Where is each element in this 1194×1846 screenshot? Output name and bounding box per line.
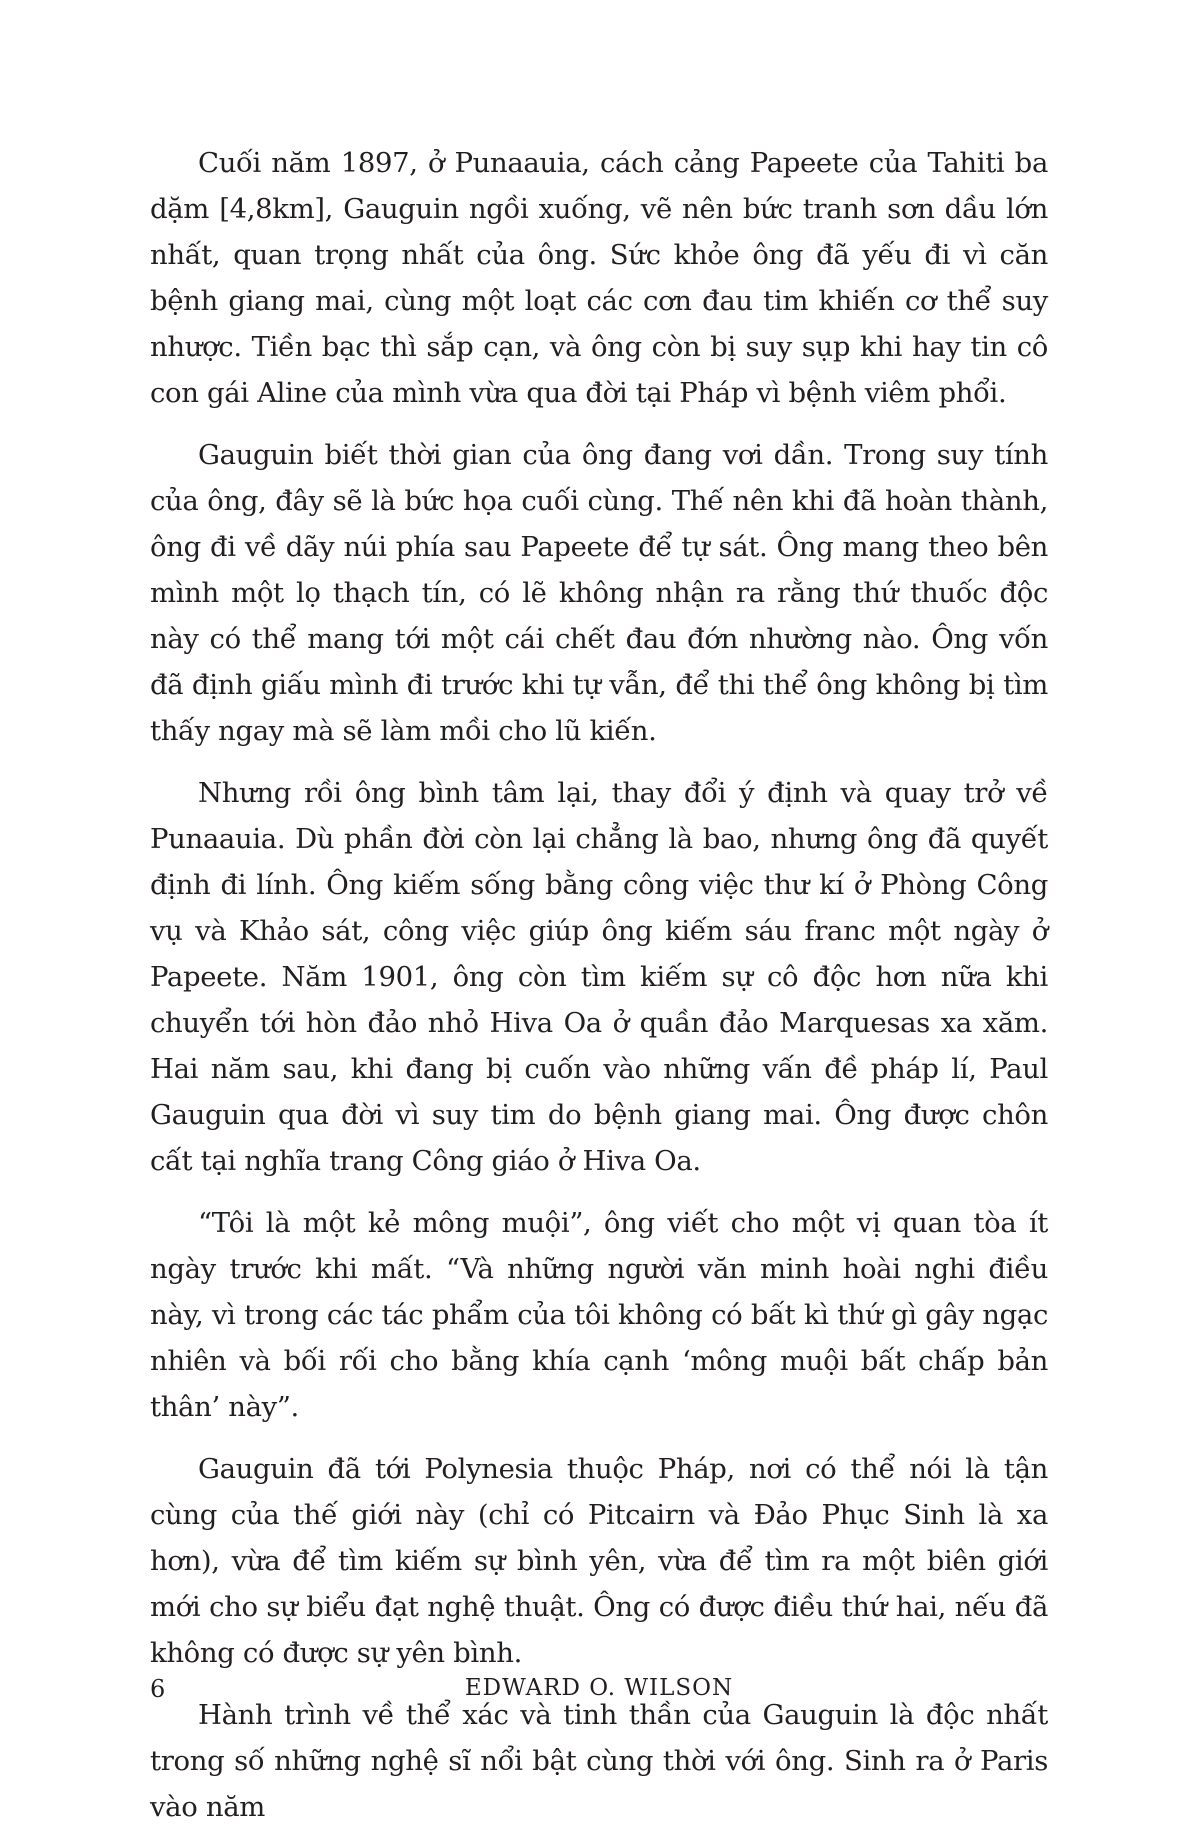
paragraph: Gauguin biết thời gian của ông đang vơi dần. Trong suy tính của ông, đây sẽ là bức họa cuối cùng. Thế nên khi đã hoàn thành, ông đi về dãy núi phía sau Papeete để tự sát. Ông mang theo bên mình một lọ thạch tín, có lẽ không nhận ra rằng thứ thuốc độc này có thể mang tới một cái chết đau đớn nhường nào. Ông vốn đã định giấu mình đi trước khi tự vẫn, để thi thể ông không bị tìm thấy ngay mà sẽ làm mồi cho lũ kiến. <box>150 439 1048 747</box>
page-footer <box>150 1675 1048 1715</box>
paragraph: Gauguin đã tới Polynesia thuộc Pháp, nơi có thể nói là tận cùng của thế giới này (chỉ có Pitcairn và Đảo Phục Sinh là xa hơn), vừa để tìm kiếm sự bình yên, vừa để tìm ra một biên giới mới cho sự biểu đạt nghệ thuật. Ông có được điều thứ hai, nếu đã không có được sự yên bình. <box>150 1453 1048 1669</box>
paragraph: Hành trình về thể xác và tinh thần của Gauguin là độc nhất trong số những nghệ sĩ nổi bật cùng thời với ông. Sinh ra ở Paris vào năm <box>150 1699 1048 1823</box>
running-head-author: EDWARD O. WILSON <box>464 1675 734 1701</box>
paragraph: Nhưng rồi ông bình tâm lại, thay đổi ý định và quay trở về Punaauia. Dù phần đời còn lại chẳng là bao, nhưng ông đã quyết định đi lính. Ông kiếm sống bằng công việc thư kí ở Phòng Công vụ và Khảo sát, công việc giúp ông kiếm sáu franc một ngày ở Papeete. Năm 1901, ông còn tìm kiếm sự cô độc hơn nữa khi chuyển tới hòn đảo nhỏ Hiva Oa ở quần đảo Marquesas xa xăm. Hai năm sau, khi đang bị cuốn vào những vấn đề pháp lí, Paul Gauguin qua đời vì suy tim do bệnh giang mai. Ông được chôn cất tại nghĩa trang Công giáo ở Hiva Oa. <box>150 777 1048 1177</box>
page-number: 6 <box>150 1675 166 1703</box>
paragraph: Cuối năm 1897, ở Punaauia, cách cảng Papeete của Tahiti ba dặm [4,8km], Gauguin ngồi xuống, vẽ nên bức tranh sơn dầu lớn nhất, quan trọng nhất của ông. Sức khỏe ông đã yếu đi vì căn bệnh giang mai, cùng một loạt các cơn đau tim khiến cơ thể suy nhược. Tiền bạc thì sắp cạn, và ông còn bị suy sụp khi hay tin cô con gái Aline của mình vừa qua đời tại Pháp vì bệnh viêm phổi. <box>150 147 1048 409</box>
page-body <box>150 140 1048 1846</box>
paragraph: “Tôi là một kẻ mông muội”, ông viết cho một vị quan tòa ít ngày trước khi mất. “Và những người văn minh hoài nghi điều này, vì trong các tác phẩm của tôi không có bất kì thứ gì gây ngạc nhiên và bối rối cho bằng khía cạnh ‘mông muội bất chấp bản thân’ này”. <box>150 1207 1048 1423</box>
